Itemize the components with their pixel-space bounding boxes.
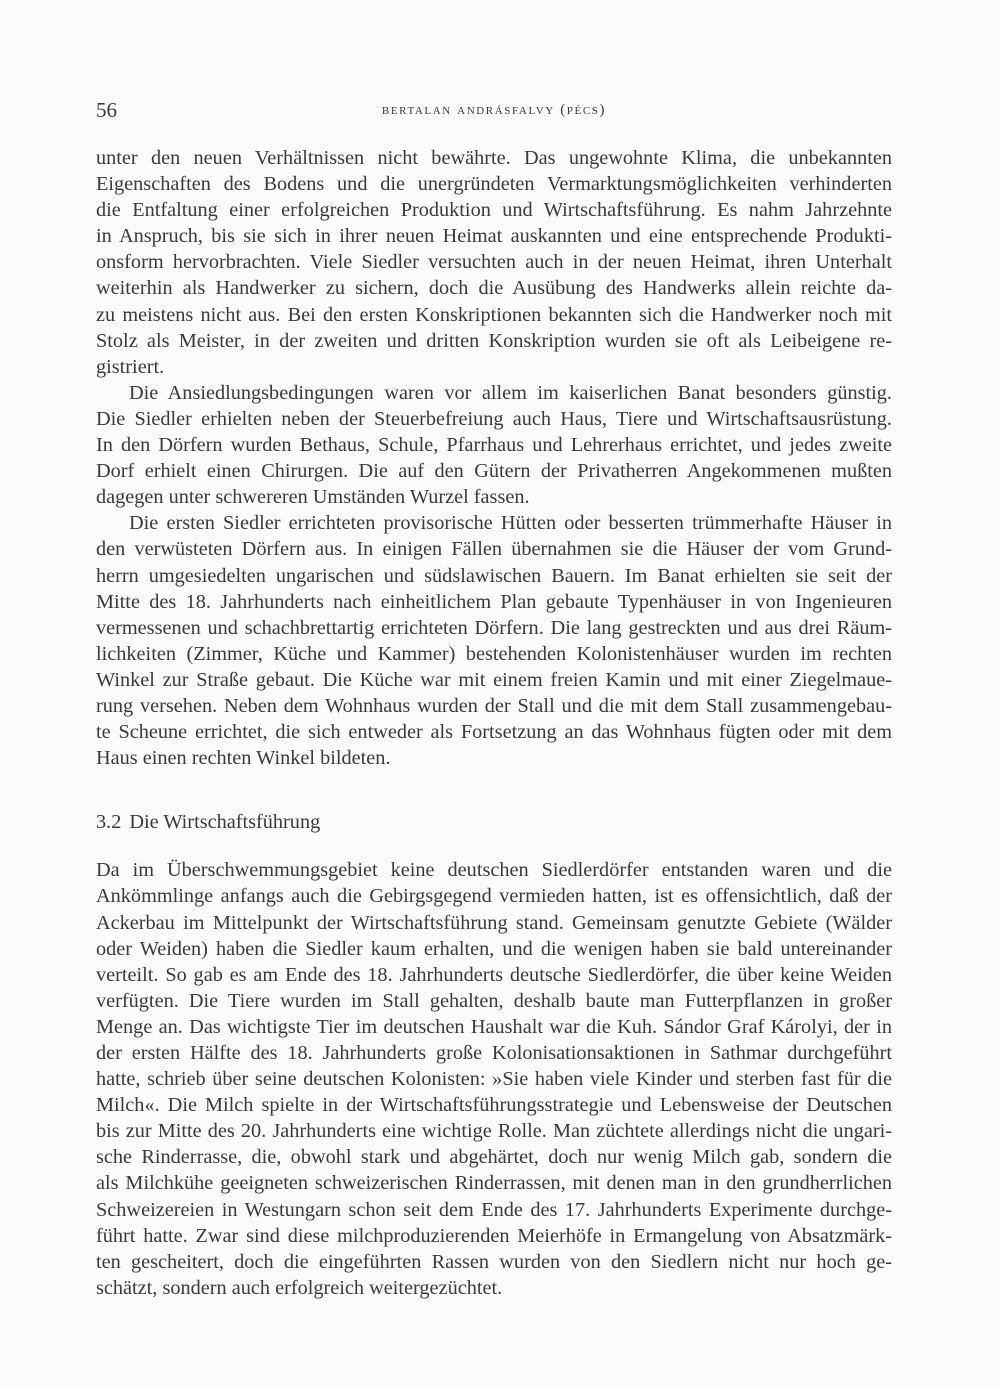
text-line: vermessenen und schachbrettartig errichteten Dörfern. Die lang gestreckten und aus drei Räum- (96, 616, 892, 639)
text-line: in Anspruch, bis sie sich in ihrer neuen Heimat auskannten und eine entsprechende Produkti- (96, 225, 892, 248)
text-line: Haus einen rechten Winkel bildeten. (96, 747, 391, 770)
text-line: herrn umgesiedelten ungarischen und südslawischen Bauern. Im Banat erhielten sie seit der (96, 564, 892, 587)
text-line: In den Dörfern wurden Bethaus, Schule, Pfarrhaus und Lehrerhaus errichtet, und jedes zweite (96, 434, 892, 457)
text-line: lichkeiten (Zimmer, Küche und Kammer) bestehenden Kolonistenhäuser wurden im rechten (96, 642, 892, 665)
text-line: hatte, schrieb über seine deutschen Kolonisten: »Sie haben viele Kinder und sterben fast für die (96, 1068, 892, 1091)
text-line: Ackerbau im Mittelpunkt der Wirtschaftsführung stand. Gemeinsam genutzte Gebiete (Wälder (96, 911, 892, 934)
text-line: unter den neuen Verhältnissen nicht bewährte. Das ungewohnte Klima, die unbekannten (96, 147, 892, 169)
text-line: Winkel zur Straße gebaut. Die Küche war mit einem freien Kamin und mit einer Ziegelmaue- (96, 668, 892, 691)
text-line: verteilt. So gab es am Ende des 18. Jahrhunderts deutsche Siedlerdörfer, die über keine Weiden (96, 963, 892, 986)
text-line: Mitte des 18. Jahrhunderts nach einheitlichem Plan gebaute Typenhäuser in von Ingenieuren (96, 590, 892, 613)
paragraph-4 (96, 857, 892, 1301)
text-line: gistriert. (96, 355, 165, 378)
text-line: Die ersten Siedler errichteten provisorische Hütten oder besserten trümmerhafte Häuser in (129, 512, 892, 535)
section-title: Die Wirtschaftsführung (129, 811, 321, 834)
text-line: onsform hervorbrachten. Viele Siedler versuchten auch in der neuen Heimat, ihren Unterhalt (96, 251, 892, 274)
text-line: verfügten. Die Tiere wurden im Stall gehalten, deshalb baute man Futterpflanzen in großer (96, 989, 892, 1012)
section-heading (96, 809, 892, 835)
body-text (96, 145, 892, 1301)
text-line: rung versehen. Neben dem Wohnhaus wurden der Stall und die mit dem Stall zusammengebau- (96, 694, 892, 717)
text-line: oder Weiden) haben die Siedler kaum erhalten, und die wenigen haben sie bald untereinander (96, 937, 892, 960)
text-line: weiterhin als Handwerker zu sichern, doch die Ausübung des Handwerks allein reichte da- (96, 277, 892, 300)
paragraph-3 (96, 510, 892, 771)
running-title: bertalan andrásfalvy (pécs) (381, 102, 607, 118)
text-line: schätzt, sondern auch erfolgreich weitergezüchtet. (96, 1276, 503, 1299)
text-line: Menge an. Das wichtigste Tier im deutschen Haushalt war die Kuh. Sándor Graf Károlyi, der in (96, 1015, 892, 1038)
text-line: Die Ansiedlungsbedingungen waren vor allem im kaiserlichen Banat besonders günstig. (129, 381, 892, 404)
text-line: zu meistens nicht aus. Bei den ersten Konskriptionen bekannten sich die Handwerker noch mit (96, 303, 892, 326)
text-line: dagegen unter schwereren Umständen Wurzel fassen. (96, 486, 530, 509)
text-line: der ersten Hälfte des 18. Jahrhunderts große Kolonisationsaktionen in Sathmar durchgeführt (96, 1042, 892, 1064)
text-line: bis zur Mitte des 20. Jahrhunderts eine wichtige Rolle. Man züchtete allerdings nicht die ungari- (96, 1120, 892, 1143)
text-line: sche Rinderrasse, die, obwohl stark und abgehärtet, doch nur wenig Milch gab, sondern die (96, 1146, 892, 1169)
section-number: 3.2 (96, 811, 122, 834)
page-number: 56 (96, 98, 117, 122)
text-line: Da im Überschwemmungsgebiet keine deutschen Siedlerdörfer entstanden waren und die (96, 859, 892, 882)
paragraph-1 (96, 145, 892, 380)
running-header (96, 97, 892, 123)
text-line: ten gescheitert, doch die eingeführten Rassen wurden von den Siedlern nicht nur hoch ge- (96, 1250, 892, 1273)
text-line: Stolz als Meister, in der zweiten und dritten Konskription wurden sie oft als Leibeigene re- (96, 329, 892, 352)
text-line: Die Siedler erhielten neben der Steuerbefreiung auch Haus, Tiere und Wirtschaftsausrüstung. (96, 407, 892, 430)
text-line: den verwüsteten Dörfern aus. In einigen Fällen übernahmen sie die Häuser der vom Grund- (96, 538, 892, 561)
text-line: die Entfaltung einer erfolgreichen Produktion und Wirtschaftsführung. Es nahm Jahrzehnte (96, 199, 892, 222)
text-line: Dorf erhielt einen Chirurgen. Die auf den Gütern der Privatherren Angekommenen mußten (96, 460, 892, 483)
text-line: Milch«. Die Milch spielte in der Wirtschaftsführungsstrategie und Lebensweise der Deutschen (96, 1094, 892, 1117)
text-line: führt hatte. Zwar sind diese milchproduzierenden Meierhöfe in Ermangelung von Absatzmärk- (96, 1224, 892, 1247)
text-line: Eigenschaften des Bodens und die unergründeten Vermarktungsmöglichkeiten verhinderten (96, 173, 892, 196)
text-line: te Scheune errichtet, die sich entweder als Fortsetzung an das Wohnhaus fügten oder mit dem (96, 721, 892, 744)
text-line: Ankömmlinge anfangs auch die Gebirgsgegend vermieden hatten, ist es offensichtlich, daß der (96, 885, 892, 908)
paragraph-2 (96, 380, 892, 510)
text-line: Schweizereien in Westungarn schon seit dem Ende des 17. Jahrhunderts Experimente durchge- (96, 1198, 892, 1221)
text-line: als Milchkühe geeigneten schweizerischen Rinderrassen, mit denen man in den grundherrlichen (96, 1172, 892, 1195)
